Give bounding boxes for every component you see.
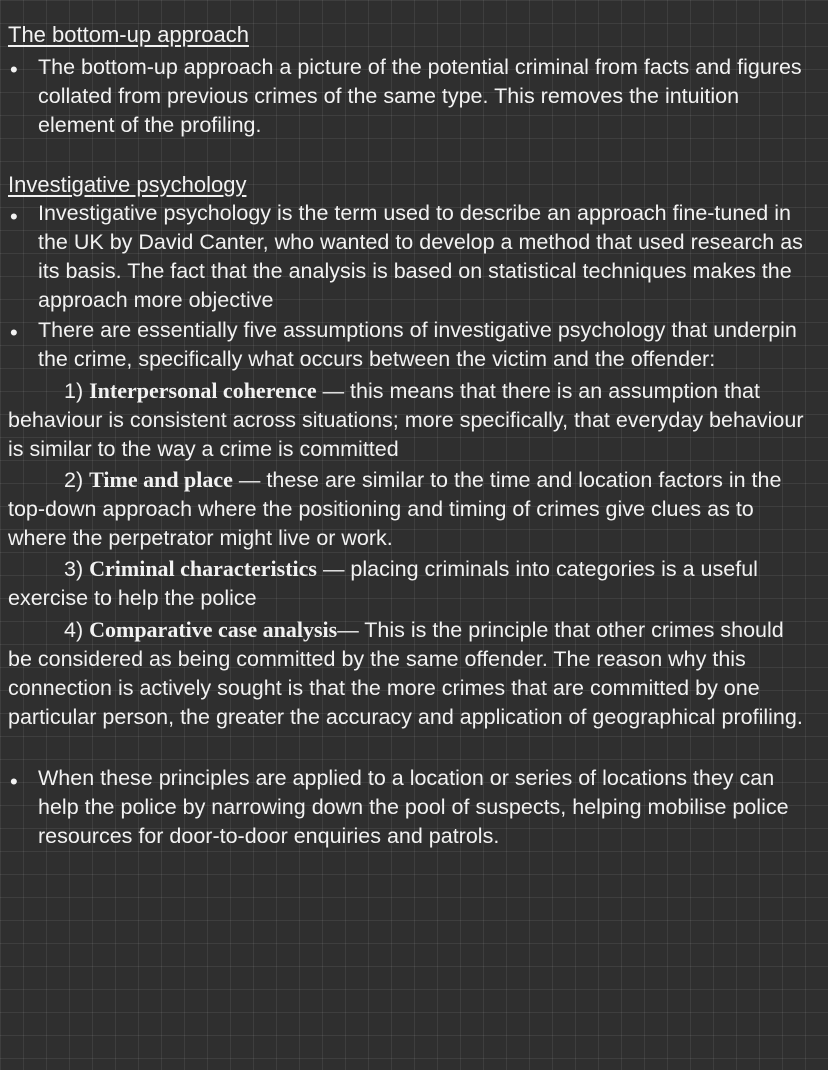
item-term: Interpersonal coherence <box>89 378 317 403</box>
principles-application-paragraph: When these principles are applied to a location or series of locations they can help the police by narrowing down the pool of suspects, helping mobilise police resources for door-to-door enquiries and patrols. <box>38 766 789 848</box>
item-number: 4) <box>64 618 84 642</box>
bullet-point: • <box>10 320 18 345</box>
item-text: — these are similar to the time and location factors in the top-down approach where the positioning and timing of crimes give clues as to where the perpetrator might live or work. <box>8 468 782 550</box>
assumptions-intro-paragraph: There are essentially five assumptions of investigative psychology that underpin the crime, specifically what occurs between the victim and the offender: <box>38 318 797 371</box>
item-term: Time and place <box>89 467 233 492</box>
assumption-item-2 <box>8 465 808 553</box>
assumption-item-4 <box>8 615 808 732</box>
bullet-point: • <box>10 57 18 82</box>
item-number: 3) <box>64 557 84 581</box>
bullet-point: • <box>10 204 18 229</box>
section-heading-bottom-up: The bottom-up approach <box>8 22 249 47</box>
assumption-item-3 <box>8 554 808 613</box>
item-number: 1) <box>64 379 84 403</box>
investigative-definition-paragraph: Investigative psychology is the term used to describe an approach fine-tuned in the UK by David Canter, who wanted to develop a method that used research as its basis. The fact that the analysis is based on statistical techniques makes the approach more objective <box>38 201 803 312</box>
assumption-item-1 <box>8 376 808 464</box>
section-heading-investigative: Investigative psychology <box>8 172 247 197</box>
item-text: — this means that there is an assumption that behaviour is consistent across situations; more specifically, that everyday behaviour is similar to the way a crime is committed <box>8 379 804 461</box>
item-term: Criminal characteristics <box>89 556 317 581</box>
item-text: — This is the principle that other crimes should be considered as being committed by the same offender. The reason why this connection is actively sought is that the more crimes that are committed by one particular person, the greater the accuracy and application of geographical profiling. <box>8 618 803 729</box>
item-number: 2) <box>64 468 84 492</box>
bullet-point: • <box>10 769 18 794</box>
item-term: Comparative case analysis <box>89 617 338 642</box>
item-text: — placing criminals into categories is a useful exercise to help the police <box>8 557 758 610</box>
bottom-up-paragraph: The bottom-up approach a picture of the potential criminal from facts and figures collated from previous crimes of the same type. This removes the intuition element of the profiling. <box>38 55 802 137</box>
